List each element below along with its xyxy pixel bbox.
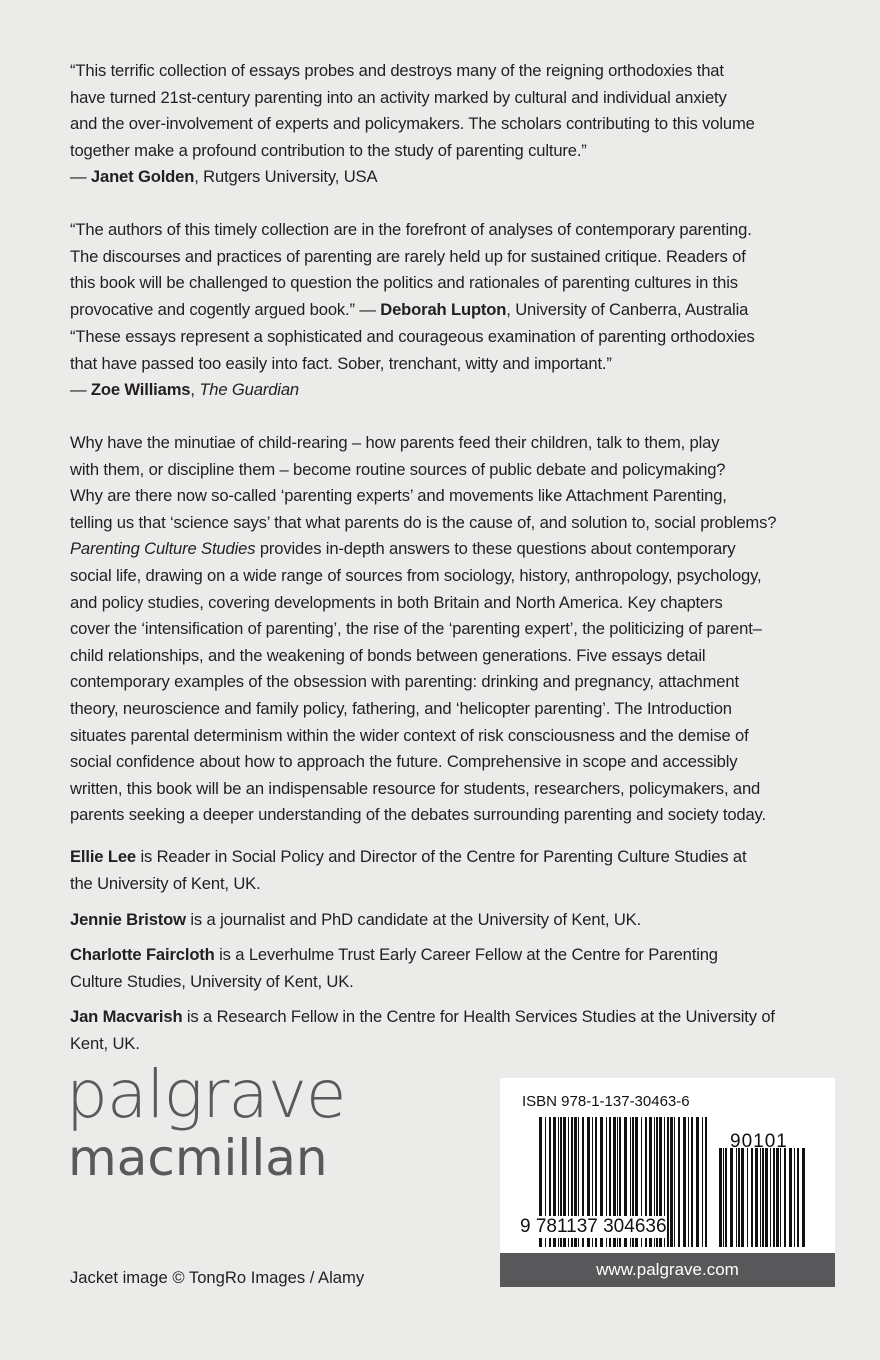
barcode-bar xyxy=(751,1148,753,1247)
barcode-bar xyxy=(765,1148,768,1247)
quote-line: have turned 21st-century parenting into an activity marked by cultural and individual anxiety xyxy=(70,87,727,107)
barcode-digits: 9 781137 304636 xyxy=(520,1216,667,1237)
reviewer-affiliation: The Guardian xyxy=(199,380,299,400)
author-bio xyxy=(70,907,850,934)
publisher-url: www.palgrave.com xyxy=(500,1253,835,1287)
barcode-box xyxy=(500,1078,835,1253)
barcode-bar xyxy=(719,1148,722,1247)
barcode-bar xyxy=(784,1148,786,1247)
reviewer-affiliation: , University of Canberra, Australia xyxy=(506,299,749,319)
description-line: Why are there now so-called ‘parenting experts’ and movements like Attachment Parenting, xyxy=(70,486,727,506)
description-line: and policy studies, covering developments in both Britain and North America. Key chapters xyxy=(70,592,723,612)
barcode-bar xyxy=(683,1117,686,1247)
barcode-bar xyxy=(705,1117,707,1247)
author-bio xyxy=(70,844,850,897)
description-line: cover the ‘intensification of parenting’, the rise of the ‘parenting expert’, the politicizing of parent– xyxy=(70,619,762,639)
author-bio-text: the University of Kent, UK. xyxy=(70,873,261,893)
barcode-bar xyxy=(755,1148,758,1247)
barcode-bar xyxy=(674,1117,675,1247)
barcode-bar xyxy=(691,1117,693,1247)
jacket-credit: Jacket image © TongRo Images / Alamy xyxy=(70,1268,365,1287)
palgrave-macmillan-logo xyxy=(66,1056,346,1187)
barcode-bar xyxy=(730,1148,733,1247)
description-line: contemporary examples of the obsession with parenting: drinking and pregnancy, attachment xyxy=(70,672,739,692)
quote-line: together make a profound contribution to the study of parenting culture.” xyxy=(70,140,587,160)
barcode-bar xyxy=(741,1148,744,1247)
description-line: Why have the minutiae of child-rearing – how parents feed their children, talk to them, play xyxy=(70,433,720,452)
barcode-bar xyxy=(794,1148,795,1247)
quote-line: “The authors of this timely collection are in the forefront of analyses of contemporary parenting. xyxy=(70,220,752,239)
barcode-bar xyxy=(688,1117,689,1247)
book-description xyxy=(70,430,850,829)
barcode-bar xyxy=(747,1148,748,1247)
barcode-bar xyxy=(802,1148,805,1247)
barcode-bar xyxy=(702,1117,703,1247)
description-line: with them, or discipline them – become routine sources of public debate and policymaking? xyxy=(70,459,726,479)
author-bio xyxy=(70,1004,850,1057)
barcode-bar xyxy=(725,1148,727,1247)
author-bio-text: is a journalist and PhD candidate at the University of Kent, UK. xyxy=(185,910,642,929)
barcode-bar xyxy=(723,1148,724,1247)
quote-line: this book will be challenged to question the politics and rationales of parenting cultures in this xyxy=(70,273,738,293)
barcode-bar xyxy=(762,1148,764,1247)
barcode-bar xyxy=(736,1148,737,1247)
reviewer-affiliation: , Rutgers University, USA xyxy=(194,167,378,187)
quote-line: The discourses and practices of parenting are rarely held up for sustained critique. Readers of xyxy=(70,246,746,266)
description-line xyxy=(70,536,850,563)
logo-macmillan: macmillan xyxy=(68,1129,328,1187)
barcode-bar xyxy=(738,1148,740,1247)
logo-palgrave: palgrave xyxy=(66,1056,346,1133)
description-line: child relationships, and the weakening of bonds between generations. Five essays detail xyxy=(70,645,706,665)
separator: , xyxy=(190,380,200,400)
quote-golden xyxy=(70,58,850,191)
quote-line: that have passed too easily into fact. Sober, trenchant, witty and important.” xyxy=(70,353,612,373)
barcode-bar xyxy=(678,1117,680,1247)
description-line: situates parental determinism within the wider context of risk consciousness and the demise of xyxy=(70,725,749,745)
description-text: provides in-depth answers to these questions about contemporary xyxy=(255,539,736,559)
attribution xyxy=(70,297,850,324)
author-bio-text: Culture Studies, University of Kent, UK. xyxy=(70,971,354,991)
isbn-label: ISBN 978-1-137-30463-6 xyxy=(522,1093,690,1110)
attribution xyxy=(70,377,850,404)
barcode-bar xyxy=(760,1148,761,1247)
quote-lupton xyxy=(70,217,850,323)
author-bio xyxy=(70,942,850,995)
author-bio-text: Kent, UK. xyxy=(70,1033,140,1053)
reviewer-name: Zoe Williams xyxy=(90,380,191,400)
reviewer-name: Janet Golden xyxy=(90,167,195,187)
author-name: Jennie Bristow xyxy=(70,910,186,929)
barcode-bar xyxy=(780,1148,781,1247)
description-line: telling us that ‘science says’ that what parents do is the cause of, and solution to, social problems? xyxy=(70,512,777,532)
quote-line: and the over-involvement of experts and policymakers. The scholars contributing to this volume xyxy=(70,114,755,134)
author-name: Ellie Lee xyxy=(70,847,136,866)
barcode-bar xyxy=(770,1148,771,1247)
barcode-bar xyxy=(776,1148,779,1247)
description-line: social life, drawing on a wide range of sources from sociology, history, anthropology, psychology, xyxy=(70,565,762,585)
description-line: written, this book will be an indispensable resource for students, researchers, policymakers, and xyxy=(70,778,761,798)
book-title: Parenting Culture Studies xyxy=(70,539,256,559)
reviewer-name: Deborah Lupton xyxy=(380,299,507,319)
quote-williams xyxy=(70,324,850,404)
description-line: parents seeking a deeper understanding of the debates surrounding parenting and society today. xyxy=(70,805,766,825)
author-name: Charlotte Faircloth xyxy=(70,945,215,964)
author-bio-text: is a Research Fellow in the Centre for Health Services Studies at the University of xyxy=(182,1007,775,1026)
quote-line: “These essays represent a sophisticated and courageous examination of parenting orthodoxies xyxy=(70,327,755,346)
barcode-bar xyxy=(667,1117,669,1247)
dash: — xyxy=(70,167,91,187)
description-line: theory, neuroscience and family policy, fathering, and ‘helicopter parenting’. The Introduction xyxy=(70,698,732,718)
dash: — xyxy=(70,380,91,400)
author-bio-text: is Reader in Social Policy and Director of the Centre for Parenting Culture Studies at xyxy=(135,847,747,866)
barcode-bar xyxy=(797,1148,799,1247)
barcode-bar xyxy=(696,1117,699,1247)
quote-line: “This terrific collection of essays probes and destroys many of the reigning orthodoxies that xyxy=(70,61,724,80)
attribution xyxy=(70,164,850,191)
barcode-bar xyxy=(670,1117,673,1247)
description-line: social confidence about how to approach the future. Comprehensive in scope and accessibly xyxy=(70,752,738,772)
barcode-addon-digits: 90101 xyxy=(730,1131,788,1152)
author-name: Jan Macvarish xyxy=(70,1007,183,1026)
author-bio-text: is a Leverhulme Trust Early Career Fellow at the Centre for Parenting xyxy=(214,945,718,964)
quote-line: provocative and cogently argued book.” — xyxy=(70,299,381,319)
barcode-bar xyxy=(789,1148,792,1247)
barcode-bar xyxy=(773,1148,775,1247)
